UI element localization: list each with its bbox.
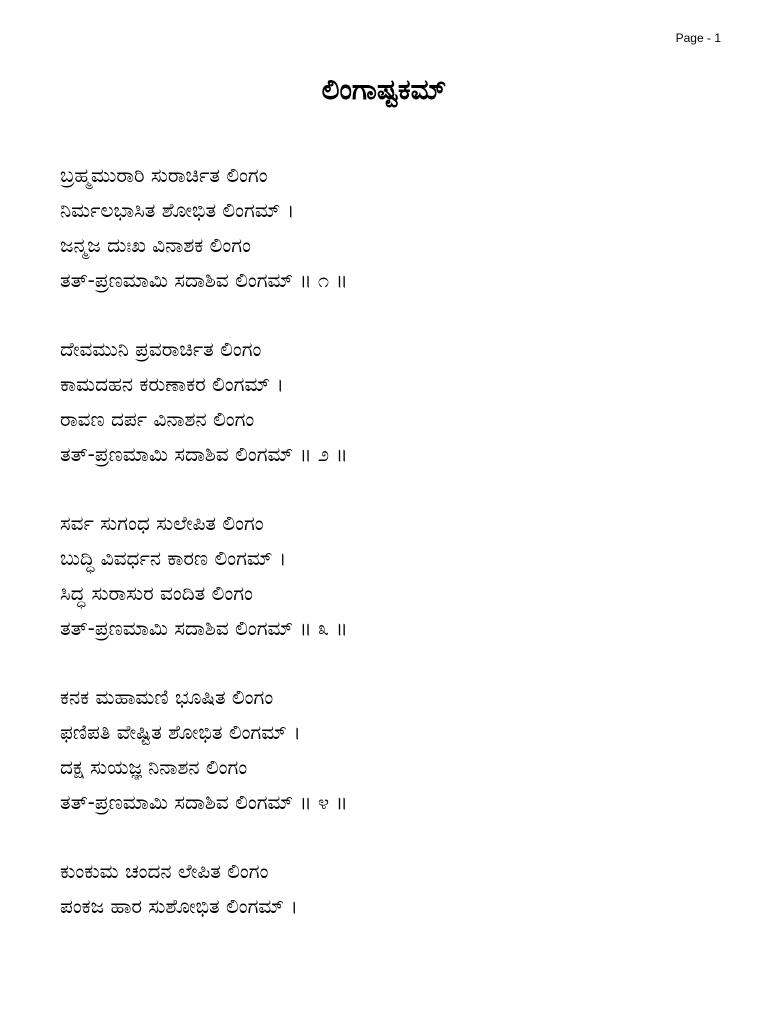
stanza-3 (60, 506, 740, 646)
verse-line: ಬ್ರಹ್ಮಮುರಾರಿ ಸುರಾರ್ಚಿತ ಲಿಂಗಂ (60, 163, 268, 187)
stanza-1 (60, 158, 740, 298)
verse-line: ಬುದ್ಧಿ ವಿವರ್ಧನ ಕಾರಣ ಲಿಂಗಮ್ । (60, 546, 287, 570)
verse-line: ಸರ್ವ ಸುಗಂಧ ಸುಲೇಪಿತ ಲಿಂಗಂ (60, 511, 264, 535)
verse-line: ದಕ್ಷ ಸುಯಜ್ಞ ನಿನಾಶನ ಲಿಂಗಂ (60, 755, 248, 779)
stanza-5 (60, 854, 740, 924)
verse-line: ನಿರ್ಮಲಭಾಸಿತ ಶೋಭಿತ ಲಿಂಗಮ್ । (60, 198, 295, 222)
verse-refrain: ತತ್-ಪ್ರಣಮಾಮಿ ಸದಾಶಿವ ಲಿಂಗಮ್ ॥ ೪ ॥ (60, 790, 348, 814)
verse-refrain: ತತ್-ಪ್ರಣಮಾಮಿ ಸದಾಶಿವ ಲಿಂಗಮ್ ॥ ೨ ॥ (60, 442, 348, 466)
document-title: ಲಿಂಗಾಷ್ಟಕಮ್ (321, 73, 447, 106)
verse-line: ಫಣಿಪತಿ ವೇಷ್ಟಿತ ಶೋಭಿತ ಲಿಂಗಮ್ । (60, 720, 301, 744)
verse-line: ಕನಕ ಮಹಾಮಣಿ ಭೂಷಿತ ಲಿಂಗಂ (60, 685, 274, 709)
verse-line: ಜನ್ಮಜ ದುಃಖ ವಿನಾಶಕ ಲಿಂಗಂ (60, 233, 251, 257)
verse-line: ಕುಂಕುಮ ಚಂದನ ಲೇಪಿತ ಲಿಂಗಂ (60, 859, 269, 883)
page-number: Page - 1 (675, 31, 721, 45)
verse-line: ರಾವಣ ದರ್ಪ ವಿನಾಶನ ಲಿಂಗಂ (60, 407, 255, 431)
verse-refrain: ತತ್-ಪ್ರಣಮಾಮಿ ಸದಾಶಿವ ಲಿಂಗಮ್ ॥ ೧ ॥ (60, 268, 348, 292)
verse-line: ಕಾಮದಹನ ಕರುಣಾಕರ ಲಿಂಗಮ್ । (60, 372, 284, 396)
verse-line: ಸಿದ್ಧ ಸುರಾಸುರ ವಂದಿತ ಲಿಂಗಂ (60, 581, 253, 605)
verse-refrain: ತತ್-ಪ್ರಣಮಾಮಿ ಸದಾಶಿವ ಲಿಂಗಮ್ ॥ ೩ ॥ (60, 616, 348, 640)
stanza-4 (60, 680, 740, 820)
stanza-2 (60, 332, 740, 472)
verse-line: ಪಂಕಜ ಹಾರ ಸುಶೋಭಿತ ಲಿಂಗಮ್ । (60, 894, 298, 918)
verse-line: ದೇವಮುನಿ ಪ್ರವರಾರ್ಚಿತ ಲಿಂಗಂ (60, 337, 262, 361)
